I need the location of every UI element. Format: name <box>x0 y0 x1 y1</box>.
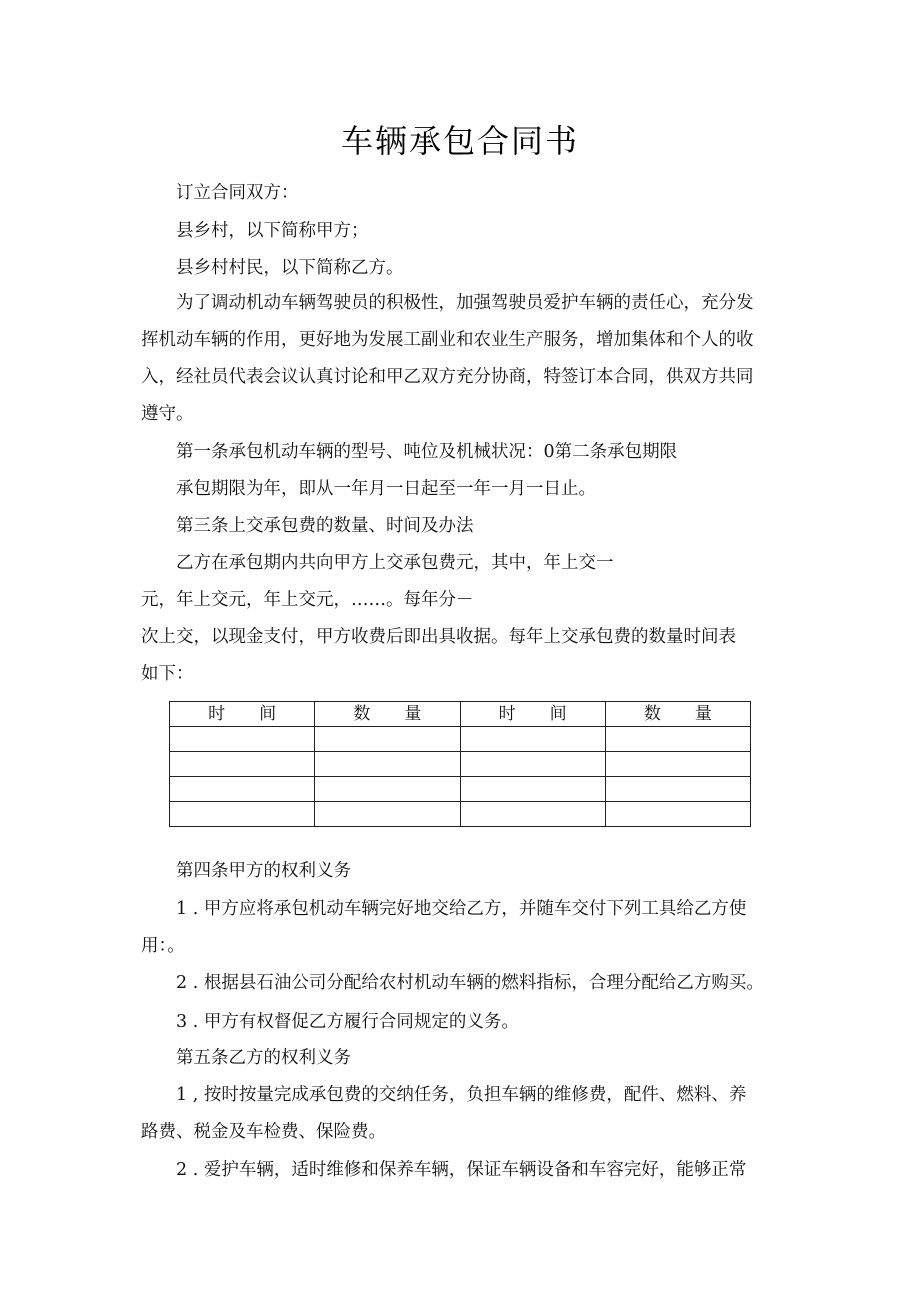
table-cell <box>460 752 605 777</box>
table-row <box>170 727 751 752</box>
table-cell <box>460 777 605 802</box>
table-cell <box>605 752 750 777</box>
text-line: 2 . 根据县石油公司分配给农村机动车辆的燃料指标，合理分配给乙方购买。 <box>176 973 764 993</box>
text-line: 县乡村村民，以下简称乙方。 <box>176 258 404 278</box>
text-line: 3 . 甲方有权督促乙方履行合同规定的义务。 <box>176 1012 519 1032</box>
table-header-cell: 时 间 <box>460 702 605 727</box>
text-line: 乙方在承包期内共向甲方上交承包费元，其中，年上交一 <box>176 553 614 573</box>
table-cell <box>170 727 315 752</box>
text-line: 用：。 <box>141 936 185 956</box>
table-cell <box>460 727 605 752</box>
text-line: 县乡村，以下简称甲方； <box>176 221 369 241</box>
document-title: 车辆承包合同书 <box>340 122 579 160</box>
table-header-cell: 数 量 <box>605 702 750 727</box>
table-header-cell: 数 量 <box>315 702 460 727</box>
text-line: 为了调动机动车辆驾驶员的积极性，加强驾驶员爱护车辆的责任心，充分发 <box>176 293 754 313</box>
text-line: 元，年上交元，年上交元，……。每年分－ <box>141 590 474 610</box>
text-line: 第一条承包机动车辆的型号、吨位及机械状况：0第二条承包期限 <box>176 442 678 462</box>
table-cell <box>460 802 605 827</box>
table-row <box>170 802 751 827</box>
table-cell <box>605 802 750 827</box>
table-cell <box>170 752 315 777</box>
table-cell <box>605 777 750 802</box>
text-line: 次上交，以现金支付，甲方收费后即出具收据。每年上交承包费的数量时间表 <box>141 627 736 647</box>
table-header-row <box>170 702 751 727</box>
table-cell <box>315 727 460 752</box>
text-line: 承包期限为年，即从一年月一日起至一年一月一日止。 <box>176 479 596 499</box>
table-row <box>170 752 751 777</box>
text-line: 挥机动车辆的作用，更好地为发展工副业和农业生产服务，增加集体和个人的收 <box>141 330 754 350</box>
text-line: 第五条乙方的权利义务 <box>176 1048 351 1068</box>
text-line: 如下： <box>141 664 194 684</box>
table-cell <box>315 777 460 802</box>
text-line: 1 , 按时按量完成承包费的交纳任务，负担车辆的维修费，配件、燃料、养 <box>176 1085 747 1105</box>
table-cell <box>170 802 315 827</box>
table-cell <box>170 777 315 802</box>
text-line: 路费、税金及车检费、保险费。 <box>141 1122 386 1142</box>
table-row <box>170 777 751 802</box>
text-line: 订立合同双方： <box>176 183 299 203</box>
text-line: 2 . 爱护车辆，适时维修和保养车辆，保证车辆设备和车容完好，能够正常 <box>176 1160 747 1180</box>
table-cell <box>315 802 460 827</box>
text-line: 第四条甲方的权利义务 <box>176 861 351 881</box>
table-cell <box>605 727 750 752</box>
text-line: 1 . 甲方应将承包机动车辆完好地交给乙方，并随车交付下列工具给乙方使 <box>176 899 747 919</box>
table-header-cell: 时 间 <box>170 702 315 727</box>
text-line: 遵守。 <box>141 404 194 424</box>
text-line: 入，经社员代表会议认真讨论和甲乙双方充分协商，特签订本合同，供双方共同 <box>141 367 754 387</box>
text-line: 第三条上交承包费的数量、时间及办法 <box>176 516 474 536</box>
table-cell <box>315 752 460 777</box>
fee-schedule-table <box>169 701 751 827</box>
